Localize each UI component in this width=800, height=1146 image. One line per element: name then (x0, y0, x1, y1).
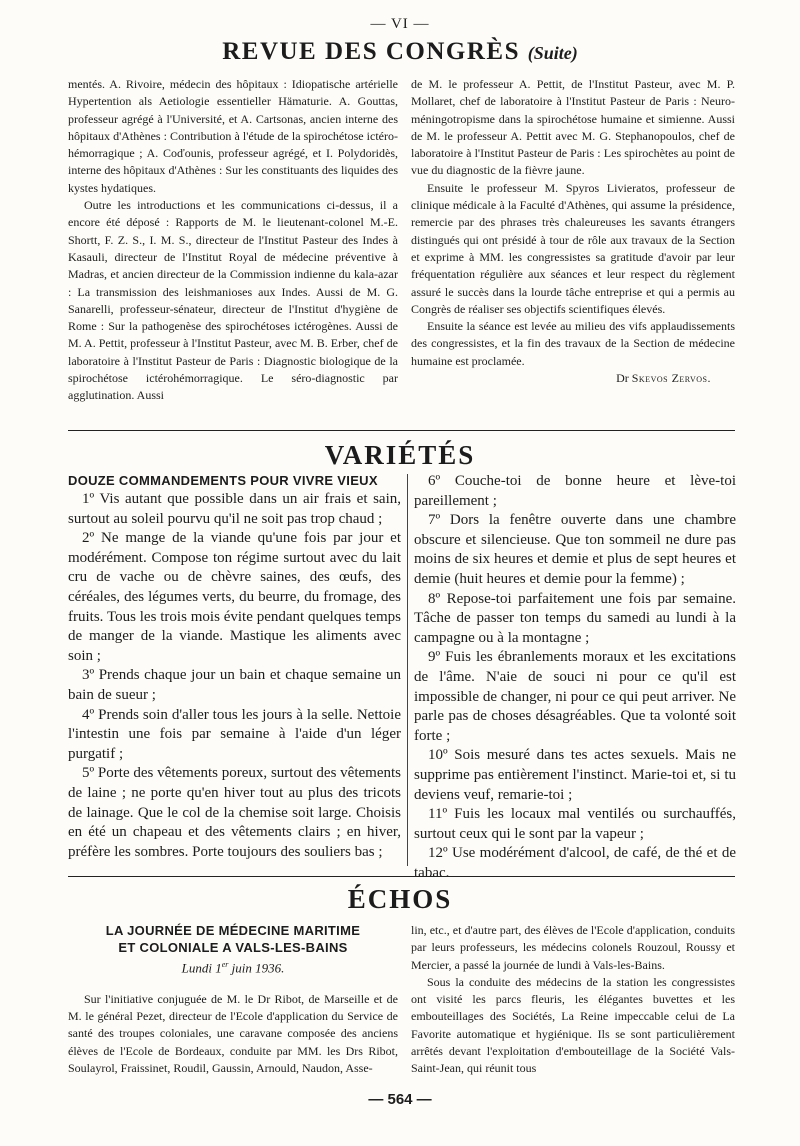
echos-subtitle-line2: ET COLONIALE A VALS-LES-BAINS (118, 940, 348, 955)
commandment-item: 3º Prends chaque jour un bain et chaque semaine un bain de sueur ; (68, 667, 401, 703)
congres-right-column (411, 76, 735, 387)
congres-right-paragraph: de M. le professeur A. Pettit, de l'Institut Pasteur, avec M. P. Mollaret, chef de laboratoire à l'Institut Pasteur de Paris : Neuro-méningotropisme dans la spirochétose humaine et simienne. Aussi de M. le professeur A. Pettit avec M. G. Stephanopoulos, chef de laboratoire à l'Institut Pasteur de Paris : Les spirochètes au point de vue du diagnostic de la fièvre jaune. (411, 77, 735, 178)
commandment-item: 8º Repose-toi parfaitement une fois par semaine. Tâche de passer ton temps du samedi au lundi à la campagne ou à la montagne ; (414, 590, 736, 646)
commandment-item: 1º Vis autant que possible dans un air frais et sain, surtout au soleil pourvu qu'il ne soit pas trop chaud ; (68, 491, 401, 527)
varietes-title: VARIÉTÉS (324, 440, 476, 470)
echos-left-paragraph: Sur l'initiative conjuguée de M. le Dr Ribot, de Marseille et de M. le général Pezet, directeur de l'Ecole d'application du Service de santé des troupes coloniales, une caravane composée des anciens élèves de l'Ecole de Bordeaux, conduite par MM. les Drs Ribot, Soulayrol, Fraissinet, Roudil, Gaussin, Arnould, Naudon, Asse- (68, 991, 398, 1075)
commandment-item: 5º Porte des vêtements poreux, surtout des vêtements de laine ; ne porte qu'en hiver tout au plus des tricots de lainage. Que le col de la chemise soit large. Choisis en été un chapeau et des vêtements clairs ; en hiver, préfère les sombres. Porte toujours des souliers bas ; (68, 765, 401, 860)
echos-title: ÉCHOS (347, 884, 453, 914)
header-title: REVUE DES CONGRÈS (222, 38, 520, 65)
page-roman-numeral: — VI — (370, 16, 430, 32)
echos-subtitle-line1: LA JOURNÉE DE MÉDECINE MARITIME (105, 923, 361, 938)
echos-right-column (411, 922, 735, 1078)
header-suite: (Suite) (527, 43, 578, 63)
column-separator (407, 474, 408, 866)
echos-date-prefix: Lundi (181, 960, 212, 976)
echos-right-paragraph: Sous la conduite des médecins de la station les congressistes ont visité les parcs fleuris, les élégantes buvettes et les embouteillages des Sociétés, La Reine impeccable celui de La Favorite automatique et hygiénique. Ils se sont particulièrement arrêtés devant l'exploitation d'embouteillage de la Société Vals-Saint-Jean, qui réunit tous (411, 974, 735, 1076)
commandment-item: 12º Use modérément d'alcool, de café, de thé et de tabac. (414, 845, 736, 881)
echos-date-sup: er (221, 960, 229, 969)
signature-name: Skevos Zervos. (631, 371, 711, 386)
page-number: — 564 — (368, 1091, 432, 1108)
commandment-item: 2º Ne mange de la viande qu'une fois par jour et modérément. Compose ton régime surtout avec du lait cru de vache ou de chèvre saines, des œufs, des céréales, des légumes verts, du beurre, du fromage, des fruits. Tous les trois mois évite pendant quelques temps de manger de la viande. Mastique les aliments avec soin ; (68, 530, 401, 664)
section-divider (68, 430, 735, 431)
congres-left-column (68, 76, 398, 405)
echos-date-rest: juin 1936. (231, 960, 285, 976)
congres-right-paragraph: Ensuite le professeur M. Spyros Livieratos, professeur de clinique médicale à la Faculté d'Athènes, qui assume la présidence, remercie par des phrases très chaleureuses les savants étrangers distingués qui ont présidé à tour de rôle aux travaux de la Section et exprime à MM. les congressistes sa gratitude d'avoir par leur fréquentation régulière aux séances et leur respect du règlement assuré le succès dans la lourde tâche entreprise et qui a permis au Congrès de réaliser ses objectifs scientifiques élevés. (411, 180, 735, 316)
commandment-item: 6º Couche-toi de bonne heure et lève-toi pareillement ; (414, 473, 736, 509)
congres-left-paragraph: Outre les introductions et les communications ci-dessus, il a encore été déposé : Rapports de M. le lieutenant-colonel M.-E. Shortt, F. Z. S., I. M. S., directeur de l'Institut Pasteur des Indes à Kasauli, directeur de l'Institut Royal de médecine préventive à Madras, et ancien directeur de la Commission indienne du kala-azar : La transmission des leishmanioses aux Indes. Aussi de M. G. Sanarelli, professeur-sénateur, directeur de l'Institut d'hygiène de Rome : Sur la pathogenèse des spirochétoses ictérogènes. Aussi de M. A. Pettit, professeur à l'Institut Pasteur, avec M. B. Erber, chef de laboratoire à l'Institut Pasteur de Paris : Diagnostic biologique de la spirochétose ictérohémorragique. Le séro-diagnostic par agglutination. Aussi (68, 198, 398, 403)
commandment-item: 7º Dors la fenêtre ouverte dans une chambre obscure et silencieuse. Que ton sommeil ne dure pas moins de six heures et demie et plus de sept heures et demie (huit heures et demie pour la femme) ; (414, 512, 736, 587)
echos-date-num: 1 (215, 960, 222, 976)
section-divider (68, 876, 735, 877)
varietes-subtitle: DOUZE COMMANDEMENTS POUR VIVRE VIEUX (68, 473, 378, 488)
congres-left-paragraph: mentés. A. Rivoire, médecin des hôpitaux : Idiopatische artérielle Hypertention als Aetiologie essentieller Hämaturie. A. Gouttas, professeur agrégé à l'Université, et A. Cartsonas, ancien interne des hôpitaux d'Athènes : Contribution à l'étude de la spirochétose ictéro-hémorragique ; A. Coďounis, professeur agrégé, et I. Polydoridès, interne des hôpitaux d'Athènes : Sur les constituants des liquides des kystes hydatiques. (68, 77, 398, 195)
echos-left-column (68, 922, 398, 1077)
varietes-right-column (414, 472, 736, 883)
echos-date (68, 956, 398, 977)
echos-right-paragraph: lin, etc., et d'autre part, des élèves de l'Ecole d'application, conduits par leurs professeurs, les médecins colonels Rouzoul, Roussy et Mercier, a passé la journée de lundi à Vals-les-Bains. (411, 923, 735, 972)
signature (411, 370, 735, 387)
varietes-left-column (68, 472, 401, 862)
commandment-item: 9º Fuis les ébranlements moraux et les excitations de l'âme. N'aie de souci ni pour ce qu'il est impossible de changer, ni pour ce qui peut arriver. Ne parle pas de choses désagréables. Que ta volonté soit forte ; (414, 649, 736, 744)
signature-prefix: Dr (616, 371, 629, 386)
commandment-item: 11º Fuis les locaux mal ventilés ou surchauffés, surtout ceux qui le sont par la vapeur ; (414, 806, 736, 842)
page-header (0, 38, 800, 66)
commandment-item: 4º Prends soin d'aller tous les jours à la selle. Nettoie l'intestin une fois par semaine à l'aide d'un léger purgatif ; (68, 706, 401, 762)
congres-right-paragraph: Ensuite la séance est levée au milieu des vifs applaudissements des congressistes, et la fin des travaux de la Section de médecine humaine est proclamée. (411, 319, 735, 368)
commandment-item: 10º Sois mesuré dans tes actes sexuels. Mais ne supprime pas entièrement l'instinct. Marie-toi et, si tu deviens veuf, remarie-toi ; (414, 747, 736, 803)
